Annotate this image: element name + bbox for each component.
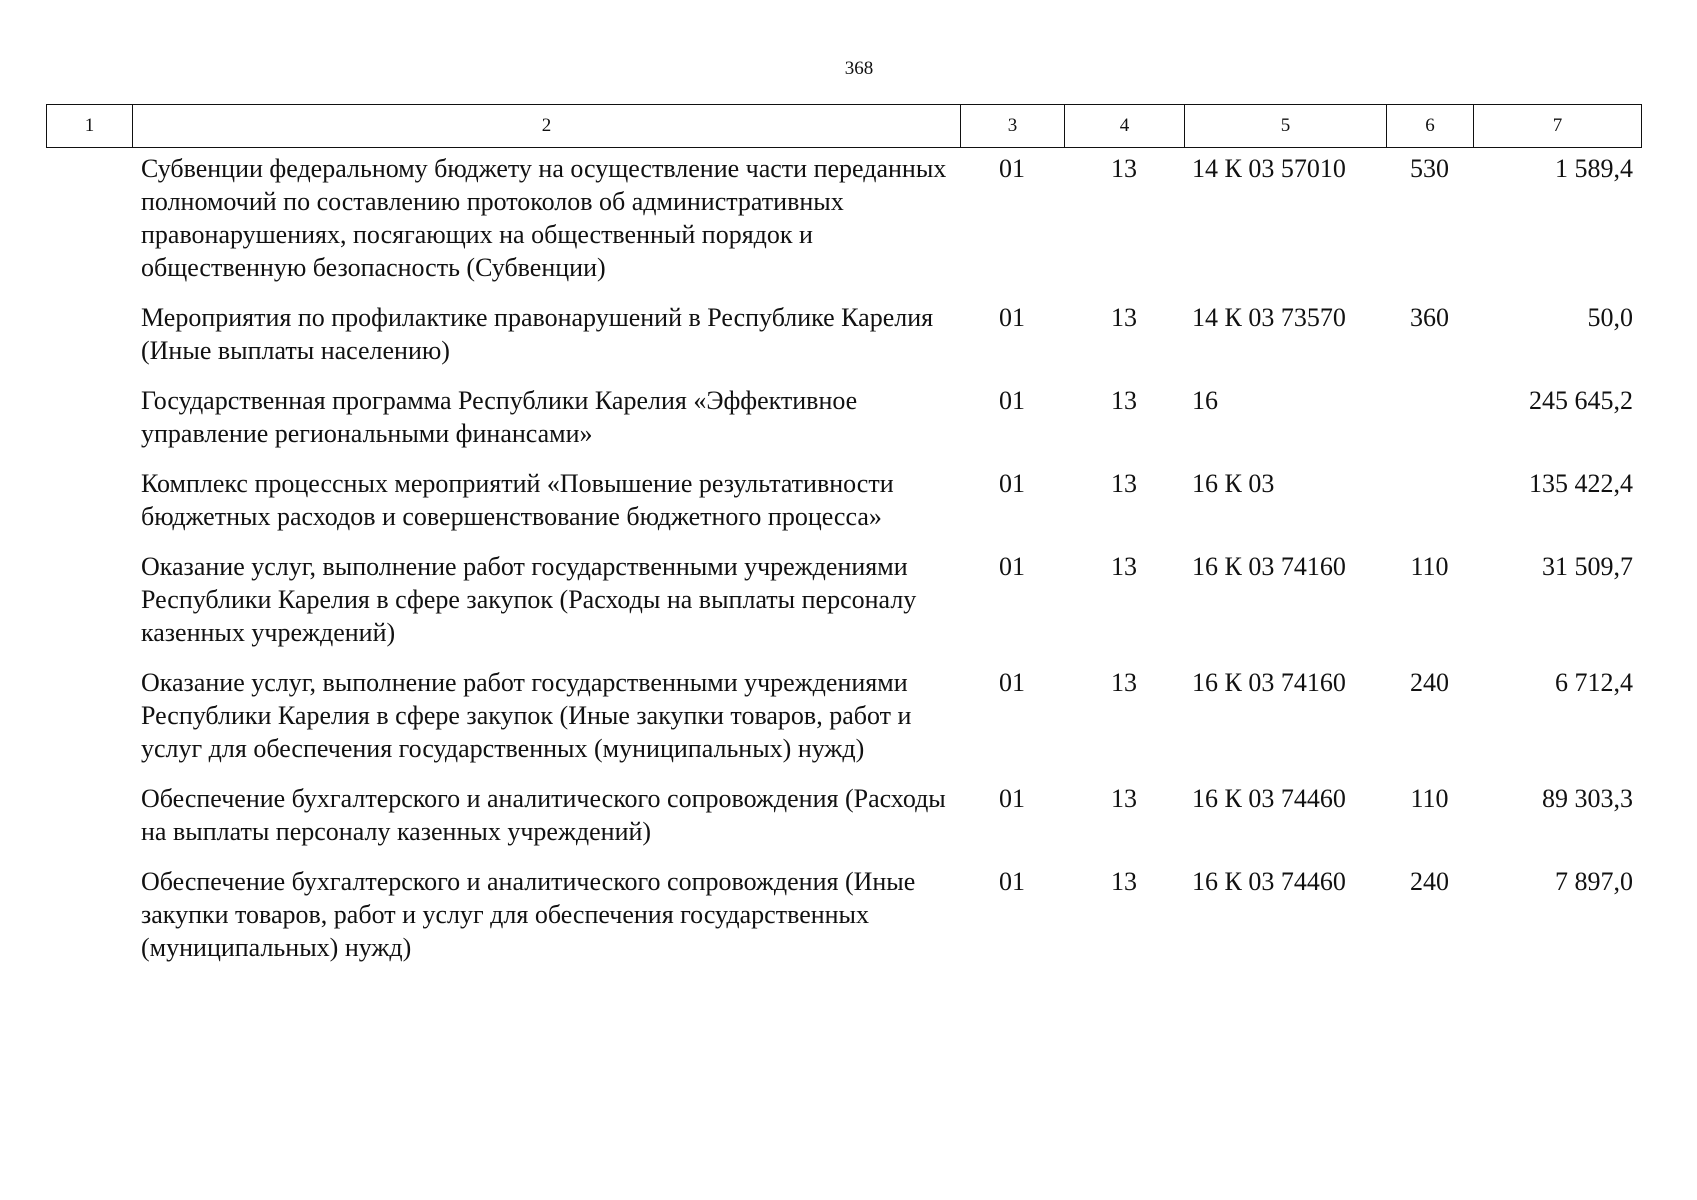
budget-rows bbox=[46, 152, 1641, 981]
row-description: Мероприятия по профилактике правонарушений в Республике Карелия (Иные выплаты населению) bbox=[141, 303, 934, 365]
row-target-code: 14 К 03 73570 bbox=[1192, 303, 1346, 332]
row-expense-type: 360 bbox=[1410, 303, 1449, 332]
table-row bbox=[46, 467, 1641, 550]
header-col-7: 7 bbox=[1474, 105, 1642, 148]
row-section: 01 bbox=[999, 154, 1025, 183]
row-amount: 50,0 bbox=[1587, 303, 1633, 332]
header-col-2: 2 bbox=[133, 105, 961, 148]
row-subsection: 13 bbox=[1111, 469, 1137, 498]
row-description: Обеспечение бухгалтерского и аналитического сопровождения (Расходы на выплаты персоналу казенных учреждений) bbox=[141, 784, 946, 846]
row-amount: 245 645,2 bbox=[1529, 386, 1633, 415]
table-row bbox=[46, 865, 1641, 981]
header-col-1: 1 bbox=[47, 105, 133, 148]
row-expense-type bbox=[1386, 467, 1473, 550]
row-section: 01 bbox=[999, 784, 1025, 813]
row-description: Субвенции федеральному бюджету на осуществление части переданных полномочий по составлению протоколов об административных правонарушениях, посягающих на общественный порядок и общественную безопасность (Субвенции) bbox=[141, 154, 947, 282]
row-amount: 135 422,4 bbox=[1529, 469, 1633, 498]
row-section: 01 bbox=[999, 552, 1025, 581]
row-expense-type: 240 bbox=[1410, 867, 1449, 896]
header-row bbox=[47, 105, 1642, 148]
row-section: 01 bbox=[999, 867, 1025, 896]
row-subsection: 13 bbox=[1111, 552, 1137, 581]
row-target-code: 16 bbox=[1192, 386, 1218, 415]
row-expense-type bbox=[1386, 384, 1473, 467]
row-description: Обеспечение бухгалтерского и аналитического сопровождения (Иные закупки товаров, работ и услуг для обеспечения государственных (муниципальных) нужд) bbox=[141, 867, 916, 962]
table-row bbox=[46, 152, 1641, 301]
header-col-5: 5 bbox=[1185, 105, 1387, 148]
row-description: Комплекс процессных мероприятий «Повышение результативности бюджетных расходов и совершенствование бюджетного процесса» bbox=[141, 469, 894, 531]
column-number-header bbox=[46, 104, 1642, 148]
row-amount: 6 712,4 bbox=[1555, 668, 1633, 697]
row-target-code: 16 К 03 74460 bbox=[1192, 867, 1346, 896]
row-amount: 31 509,7 bbox=[1542, 552, 1633, 581]
row-section: 01 bbox=[999, 386, 1025, 415]
row-subsection: 13 bbox=[1111, 303, 1137, 332]
row-target-code: 16 К 03 74160 bbox=[1192, 552, 1346, 581]
header-col-4: 4 bbox=[1065, 105, 1185, 148]
table-row bbox=[46, 301, 1641, 384]
table-row bbox=[46, 384, 1641, 467]
row-section: 01 bbox=[999, 303, 1025, 332]
row-subsection: 13 bbox=[1111, 154, 1137, 183]
row-amount: 1 589,4 bbox=[1555, 154, 1633, 183]
row-subsection: 13 bbox=[1111, 867, 1137, 896]
row-amount: 7 897,0 bbox=[1555, 867, 1633, 896]
header-col-6: 6 bbox=[1387, 105, 1474, 148]
row-subsection: 13 bbox=[1111, 386, 1137, 415]
row-target-code: 14 К 03 57010 bbox=[1192, 154, 1346, 183]
row-amount: 89 303,3 bbox=[1542, 784, 1633, 813]
row-target-code: 16 К 03 74460 bbox=[1192, 784, 1346, 813]
row-description: Оказание услуг, выполнение работ государственными учреждениями Республики Карелия в сфере закупок (Расходы на выплаты персоналу казенных учреждений) bbox=[141, 552, 917, 647]
row-target-code: 16 К 03 74160 bbox=[1192, 668, 1346, 697]
table-row bbox=[46, 550, 1641, 666]
row-subsection: 13 bbox=[1111, 784, 1137, 813]
row-target-code: 16 К 03 bbox=[1192, 469, 1275, 498]
row-section: 01 bbox=[999, 668, 1025, 697]
row-description: Государственная программа Республики Карелия «Эффективное управление региональными финансами» bbox=[141, 386, 858, 448]
row-section: 01 bbox=[999, 469, 1025, 498]
row-expense-type: 240 bbox=[1410, 668, 1449, 697]
header-col-3: 3 bbox=[961, 105, 1065, 148]
page-number: 368 bbox=[844, 58, 874, 79]
row-subsection: 13 bbox=[1111, 668, 1137, 697]
row-description: Оказание услуг, выполнение работ государственными учреждениями Республики Карелия в сфере закупок (Иные закупки товаров, работ и услуг для обеспечения государственных (муниципальных) нужд) bbox=[141, 668, 912, 763]
row-expense-type: 530 bbox=[1410, 154, 1449, 183]
row-expense-type: 110 bbox=[1410, 784, 1449, 813]
table-row bbox=[46, 782, 1641, 865]
table-row bbox=[46, 666, 1641, 782]
row-expense-type: 110 bbox=[1410, 552, 1449, 581]
budget-table-body bbox=[46, 152, 1641, 981]
